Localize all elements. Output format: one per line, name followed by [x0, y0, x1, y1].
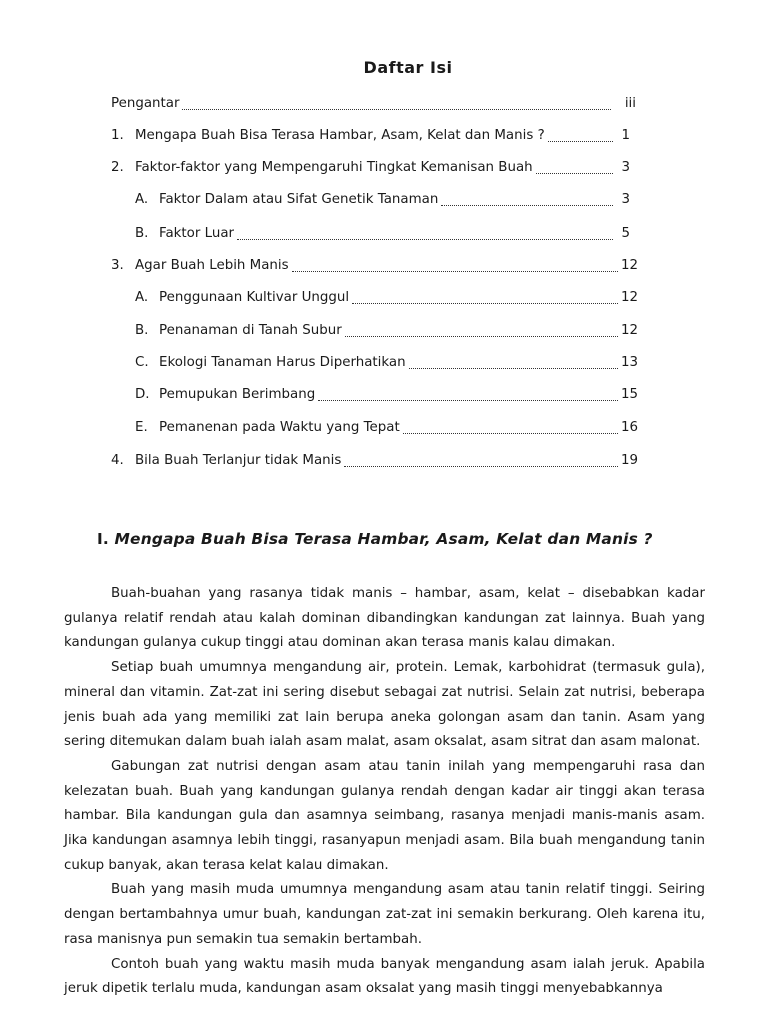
toc-entry-label: Mengapa Buah Bisa Terasa Hambar, Asam, Kelat dan Manis ? — [135, 128, 545, 143]
toc-entry-page: 1 — [621, 128, 630, 143]
toc-entry-label: Pengantar — [111, 96, 180, 111]
toc-entry-label: Penggunaan Kultivar Unggul — [159, 290, 350, 305]
toc-leader-dots — [318, 386, 618, 401]
toc-leader-dots — [548, 127, 613, 142]
toc-entry-number: A. — [135, 290, 149, 305]
toc-entry — [111, 451, 638, 471]
toc-entry — [135, 418, 638, 438]
paragraph: Gabungan zat nutrisi dengan asam atau tanin inilah yang mempengaruhi rasa dan kelezatan buah. Buah yang kandungan gulanya rendah dengan kadar air tinggi akan terasa hambar. Bila kandungan gula dan asamnya seimbang, rasanya menjadi manis-manis asam. Jika kandungan asamnya lebih tinggi, rasanyapun menjadi asam. Bila buah mengandung tanin cukup banyak, akan terasa kelat kalau dimakan. — [64, 758, 705, 873]
toc-entry-page: 3 — [621, 160, 630, 175]
toc-leader-dots — [403, 419, 618, 434]
toc-entry-number: B. — [135, 226, 149, 241]
toc-entry-number: 2. — [111, 160, 124, 175]
toc-entry — [135, 288, 638, 308]
toc-entry-page: 13 — [620, 355, 638, 370]
toc-entry — [135, 190, 630, 210]
body-text — [64, 582, 705, 1002]
toc-entry-page: 19 — [620, 453, 638, 468]
toc-entry-page: 5 — [621, 226, 630, 241]
toc-entry-page: 12 — [620, 323, 638, 338]
toc-entry-label: Agar Buah Lebih Manis — [135, 258, 289, 273]
section-number: I. — [97, 530, 109, 548]
paragraph: Buah-buahan yang rasanya tidak manis – hambar, asam, kelat – disebabkan kadar gulanya relatif rendah atau kalah dominan dibandingkan kandungan zat lainnya. Buah yang kandungan gulanya cukup tinggi atau dominan akan terasa manis kalau dimakan. — [64, 586, 705, 651]
toc-entry-label: Ekologi Tanaman Harus Diperhatikan — [159, 355, 406, 370]
toc-entry-label: Faktor Luar — [159, 226, 235, 241]
toc-entry-label: Faktor Dalam atau Sifat Genetik Tanaman — [159, 192, 439, 207]
toc-entry — [135, 321, 638, 341]
toc-leader-dots — [345, 322, 618, 337]
toc-entry-label: Pemupukan Berimbang — [159, 387, 316, 402]
toc-entry — [111, 158, 630, 178]
toc-entry — [135, 224, 630, 244]
section-heading — [97, 530, 653, 548]
toc-entry-label: Penanaman di Tanah Subur — [159, 323, 342, 338]
paragraph: Setiap buah umumnya mengandung air, protein. Lemak, karbohidrat (termasuk gula), mineral dan vitamin. Zat-zat ini sering disebut sebagai zat nutrisi. Selain zat nutrisi, beberapa jenis buah ada yang memiliki zat lain berupa aneka golongan asam dan tanin. Asam yang sering ditemukan dalam buah ialah asam malat, asam oksalat, asam sitrat dan asam malonat. — [64, 660, 705, 750]
toc-entry — [111, 94, 636, 114]
toc-entry-label: Faktor-faktor yang Mempengaruhi Tingkat Kemanisan Buah — [135, 160, 533, 175]
toc-leader-dots — [352, 289, 618, 304]
toc-entry-page: 12 — [620, 290, 638, 305]
section-title: Mengapa Buah Bisa Terasa Hambar, Asam, Kelat dan Manis ? — [114, 530, 653, 548]
toc-entry — [135, 353, 638, 373]
toc-entry-number: 1. — [111, 128, 124, 143]
toc-entry — [111, 256, 638, 276]
paragraph: Buah yang masih muda umumnya mengandung asam atau tanin relatif tinggi. Seiring dengan bertambahnya umur buah, kandungan zat-zat ini semakin berkurang. Oleh karena itu, rasa manisnya pun semakin tua semakin bertambah. — [64, 882, 705, 947]
toc-leader-dots — [292, 257, 618, 272]
toc-entry-number: A. — [135, 192, 149, 207]
toc-entry-number: B. — [135, 323, 149, 338]
toc-entry-number: 4. — [111, 453, 124, 468]
toc-entry-page: iii — [624, 96, 636, 111]
toc-leader-dots — [441, 191, 613, 206]
toc-leader-dots — [182, 95, 611, 110]
toc-entry-number: 3. — [111, 258, 124, 273]
toc-title: Daftar Isi — [363, 58, 453, 77]
toc-entry — [111, 126, 630, 146]
paragraph: Contoh buah yang waktu masih muda banyak mengandung asam ialah jeruk. Apabila jeruk dipetik terlalu muda, kandungan asam oksalat yang masih tinggi menyebabkannya — [64, 956, 705, 997]
toc-entry-number: C. — [135, 355, 149, 370]
toc-entry-page: 3 — [621, 192, 630, 207]
toc-entry-number: E. — [135, 420, 148, 435]
toc-entry-page: 15 — [620, 387, 638, 402]
toc-leader-dots — [536, 159, 613, 174]
toc-leader-dots — [344, 452, 618, 467]
toc-leader-dots — [409, 354, 618, 369]
toc-leader-dots — [237, 225, 613, 240]
toc-entry-number: D. — [135, 387, 150, 402]
toc-entry — [135, 385, 638, 405]
toc-entry-page: 12 — [620, 258, 638, 273]
toc-entry-label: Bila Buah Terlanjur tidak Manis — [135, 453, 342, 468]
toc-entry-label: Pemanenan pada Waktu yang Tepat — [159, 420, 400, 435]
toc-entry-page: 16 — [620, 420, 638, 435]
